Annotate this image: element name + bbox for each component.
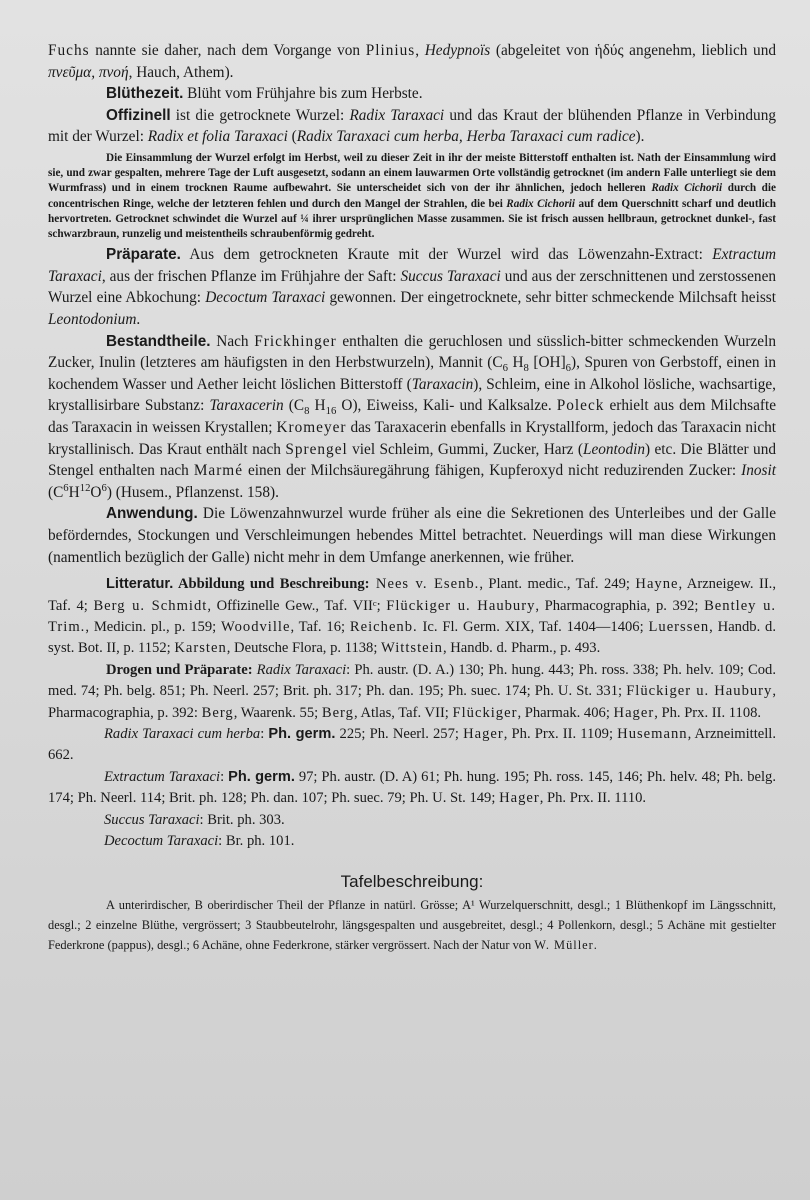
decoctum-paragraph: Decoctum Taraxaci: Br. ph. 101. [104,832,295,849]
tafel-title: Tafelbeschreibung: [340,872,484,892]
succus-paragraph: Succus Taraxaci: Brit. ph. 303. [104,811,285,828]
section-heading: Präparate. [106,246,181,264]
section-heading: Bestandtheile. [106,332,211,350]
section-heading: Anwendung. [106,505,198,523]
section-heading: Offizinell [106,106,171,124]
section-heading: Blüthezeit. [106,85,184,103]
bestandtheile-paragraph: Bestandtheile. Nach Frickhinger enthalten die geruchlosen und süsslich-bitter schmeckenden Wurzeln Zucker, Inulin (letzteres am häufigsten in den Herbstwurzeln), Mannit ($C_6$ $H_8$ $[OH]_6$), Spuren von Gerbstoff, einen in kochendem Wasser und Aether leicht löslichen Bitterstoff (Taraxacin), Schleim, eine in Alkohol lösliche, wachsartige, krystallisirbare Substanz: Taraxacerin ($C_8$ $H_{16}$ O), Eiweiss, Kali- und Kalksalze. Poleck erhielt aus dem Milchsafte das Taraxacin in weissen Krystallen; Kromeyer das Taraxacerin ebenfalls in Krystallform, jedoch das Taraxacin nicht krystallinisch. Das Kraut enthält nach Sprengel viel Schleim, Gummi, Zucker, Harz (Leontodin) etc. Die Blätter und Stengel enthalten nach Marmé einen der Milchsäuregährung fähigen, Kupferoxyd nicht reduzirenden Zucker: Inosit $(C^6H^{12}O^6)$ (Husem., Pflanzenst. 158). [48,332,777,501]
anwendung-paragraph: Anwendung. Die Löwenzahnwurzel wurde früher als eine die Sekretionen des Unterleibes und der Galle beförderndes, Stockungen und Verschleimungen hebendes Mittel betrachtet. Neuerdings will man diese Wirkungen (namentlich bezüglich der Galle) nicht mehr in dem Umfange anerkennen, wie früher. [48,505,776,566]
offizinell-paragraph: Offizinell ist die getrocknete Wurzel: Radix Taraxaci und das Kraut der blühenden Pflanze in Verbindung mit der Wurzel: Radix et folia Taraxaci (Radix Taraxaci cum herba, Herba Taraxaci cum radice). [48,106,776,146]
litteratur-paragraph: Litteratur. Abbildung und Beschreibung: Nees v. Esenb., Plant. medic., Taf. 249; Hayne, Arzneigew. II., Taf. 4; Berg u. Schmidt, Offizinelle Gew., Taf. VIIᶜ; Flückiger u. Haubury, Pharmacographia, p. 392; Bentley u. Trim., Medicin. pl., p. 159; Woodville, Taf. 16; Reichenb. Ic. Fl. Germ. XIX, Taf. 1404—1406; Luerssen, Handb. d. syst. Bot. II, p. 1152; Karsten, Deutsche Flora, p. 1138; Wittstein, Handb. d. Pharm., p. 493. [48,576,777,657]
praeparate-paragraph: Präparate. Aus dem getrockneten Kraute mit der Wurzel wird das Löwenzahn-Extract: Extractum Taraxaci, aus der frischen Pflanze im Frühjahre der Saft: Succus Taraxaci und aus der zerschnittenen und zerstossenen Wurzel eine Abkochung: Decoctum Taraxaci gewonnen. Der eingetrocknete, sehr bitter schmeckende Milchsaft heisst Leontodonium. [48,246,777,328]
drogen-paragraph: Drogen und Präparate: Radix Taraxaci: Ph. austr. (D. A.) 130; Ph. hung. 443; Ph. ross. 338; Ph. helv. 109; Cod. med. 74; Ph. belg. 851; Ph. Neerl. 257; Brit. ph. 317; Ph. dan. 195; Ph. suec. 174; Ph. U. St. 331; Flückiger u. Haubury, Pharmacographia, p. 392: Berg, Waarenk. 55; Berg, Atlas, Taf. VII; Flückiger, Pharmak. 406; Hager, Ph. Prx. II. 1108. [48,661,776,721]
extractum-paragraph: Extractum Taraxaci: Ph. germ. 97; Ph. austr. (D. A) 61; Ph. hung. 195; Ph. ross. 145, 146; Ph. helv. 48; Ph. belg. 174; Ph. Neerl. 114; Brit. ph. 128; Ph. dan. 107; Ph. suec. 79; Ph. U. St. 149; Hager, Ph. Prx. II. 1110. [48,768,777,807]
bluethezeit-paragraph: Blüthezeit. Blüht vom Frühjahre bis zum Herbste. [106,85,423,103]
section-heading: Litteratur. [106,576,174,593]
cum-herba-paragraph: Radix Taraxaci cum herba: Ph. germ. 225; Ph. Neerl. 257; Hager, Ph. Prx. II. 1109; Husemann, Arzneimittell. 662. [48,725,777,764]
intro-paragraph: Fuchs nannte sie daher, nach dem Vorgange von Plinius, Hedypnoïs (abgeleitet von ἡδύς angenehm, lieblich und πνεῦμα, πνοή, Hauch, Athem). [48,42,776,81]
tafel-description: A unterirdischer, B oberirdischer Theil der Pflanze in natürl. Grösse; A¹ Wurzelquerschnitt, desgl.; 1 Blüthenkopf im Längsschnitt, desgl.; 2 einzelne Blüthe, vergrössert; 3 Staubbeutelrohr, längsgespalten und ausgebreitet, desgl.; 4 Pollenkorn, desgl.; 5 Achäne mit gestielter Federkrone (pappus), desgl.; 6 Achäne, ohne Federkrone, stärker vergrössert. Nach der Natur von W. Müller. [48,898,776,952]
einsammlung-smallprint: Die Einsammlung der Wurzel erfolgt im Herbst, weil zu dieser Zeit in ihr der meiste Bitterstoff enthalten ist. Nath der Einsammlung wird sie, und zwar gespalten, mehrere Tage der Luft ausgesetzt, sodann an einem lauwarmen Orte vollständig getrocknet (im andern Falle unterliegt sie dem Wurmfrass) und in einem trocknen Raume aufbewahrt. Sie unterscheidet sich von der ihr ähnlichen, jedoch helleren Radix Cichorii durch die concentrischen Ringe, welche der letzteren fehlen und durch den Mangel der Strahlen, die bei Radix Cichorii auf dem Querschnitt scharf und deutlich hervortreten. Getrocknet schwindet die Wurzel auf ¼ ihrer ursprünglichen Masse zusammen. Sie ist frisch aussen hellbraun, getrocknet dunkel-, fast schwarzbraun, runzelig und meistentheils schraubenförmig gedreht. [48,151,776,240]
section-heading: Drogen und Präparate: [106,661,253,678]
